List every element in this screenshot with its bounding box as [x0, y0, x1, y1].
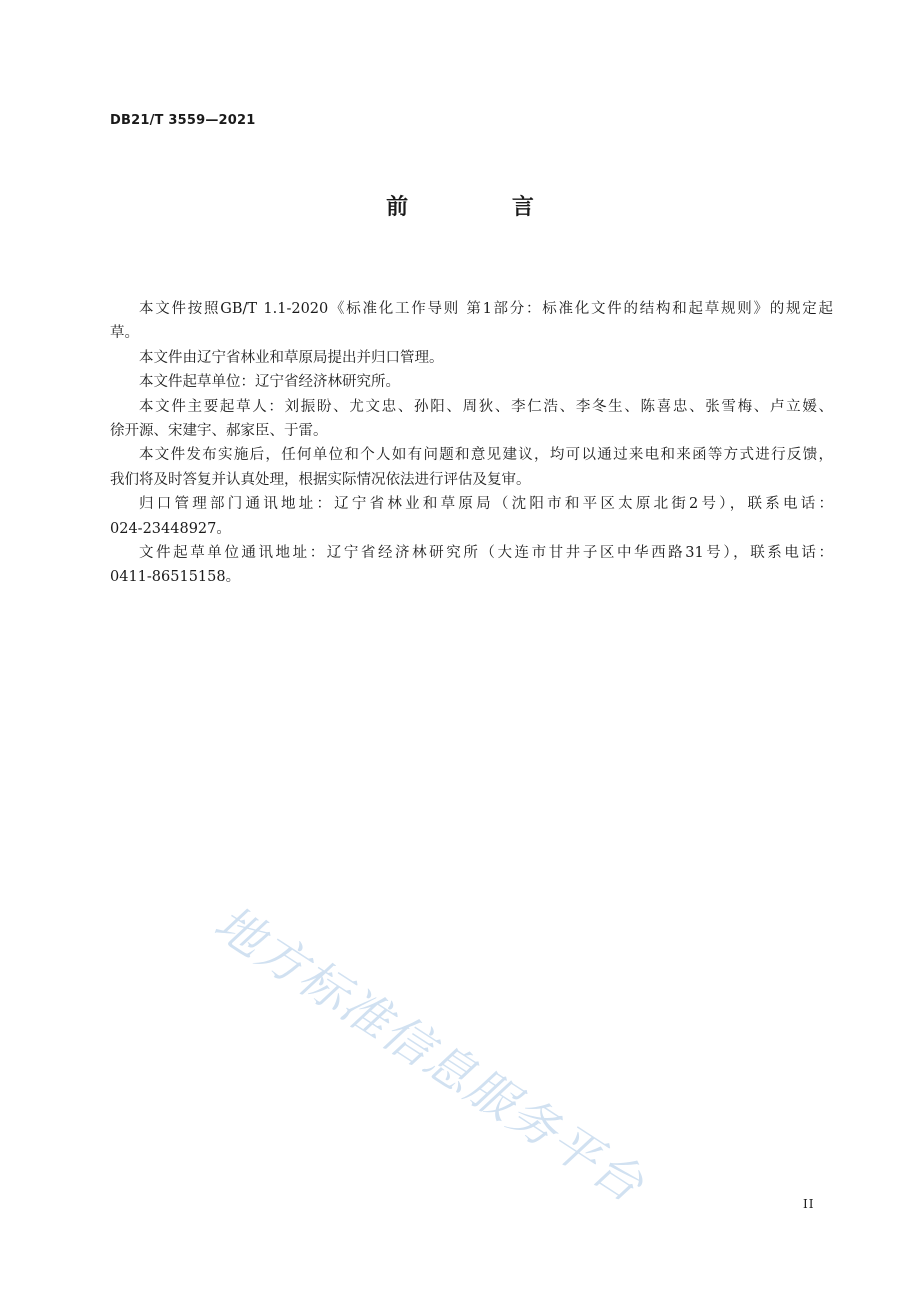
document-code: DB21/T 3559—2021	[110, 113, 256, 128]
paragraph-line: 我们将及时答复并认真处理，根据实际情况依法进行评估及复审。	[110, 471, 531, 488]
paragraph-line: 草。	[110, 325, 139, 342]
paragraph-line: 本文件由辽宁省林业和草原局提出并归口管理。	[139, 349, 444, 366]
page-number: II	[803, 1197, 815, 1211]
paragraph-line: 归口管理部门通讯地址：辽宁省林业和草原局（沈阳市和平区太原北街2号），联系电话：	[139, 496, 833, 513]
paragraph-line: 本文件主要起草人：刘振盼、尤文忠、孙阳、周狄、李仁浩、李冬生、陈喜忠、张雪梅、卢立媛、	[139, 398, 833, 415]
paragraph-line: 徐开源、宋建宇、郝家臣、于雷。	[110, 423, 328, 440]
paragraph-line: 本文件按照GB/T 1.1-2020《标准化工作导则 第1部分：标准化文件的结构和起草规则》的规定起	[139, 301, 833, 317]
watermark-text: 地方标准信息服务平台	[204, 894, 655, 1215]
paragraph-line: 本文件起草单位：辽宁省经济林研究所。	[139, 374, 400, 391]
paragraph-line: 本文件发布实施后，任何单位和个人如有问题和意见建议，均可以通过来电和来函等方式进行反馈，	[139, 447, 833, 464]
page-title: 前 言	[386, 195, 582, 220]
paragraph-line: 文件起草单位通讯地址：辽宁省经济林研究所（大连市甘井子区中华西路31号），联系电话：	[139, 545, 833, 562]
paragraph-line: 0411-86515158。	[110, 569, 241, 586]
paragraph-line: 024-23448927。	[110, 520, 231, 537]
foreword-body	[110, 297, 833, 590]
